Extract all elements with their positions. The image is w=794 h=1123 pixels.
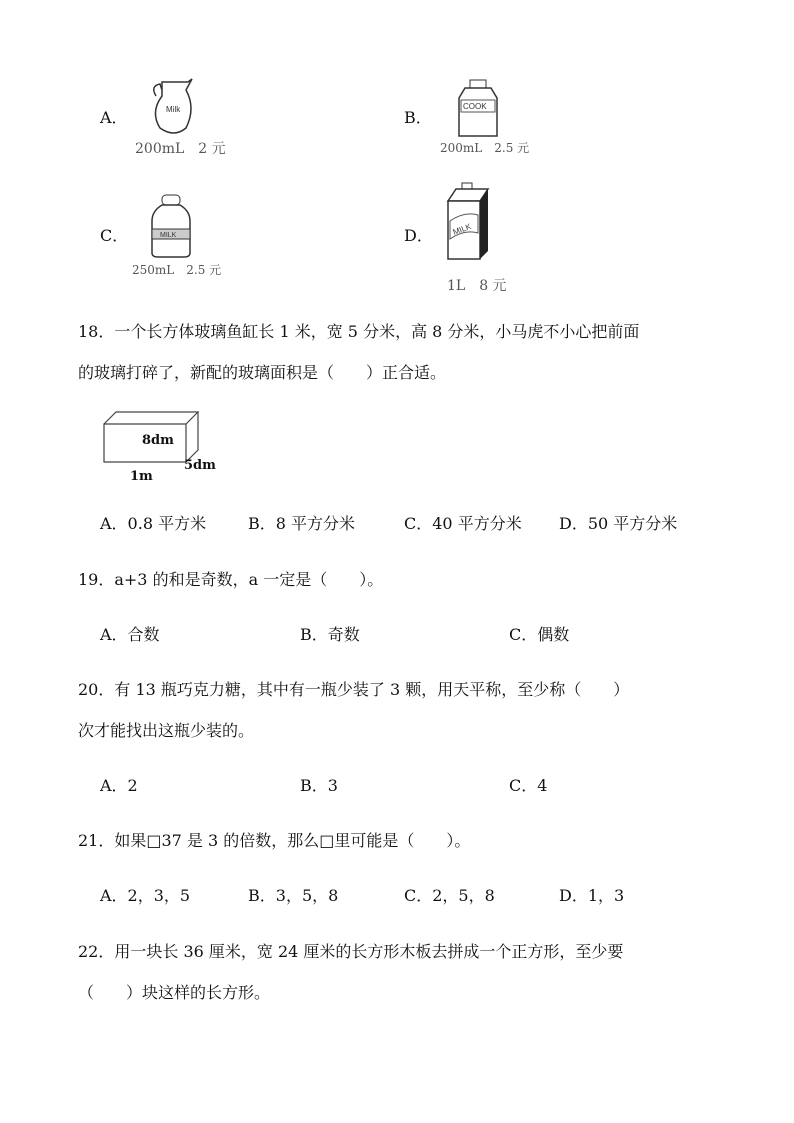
option-b-caption: 200mL 2.5 元: [440, 141, 530, 155]
q19-option-c[interactable]: C．偶数: [509, 625, 570, 644]
q19-option-a[interactable]: A．合数: [100, 625, 160, 644]
cuboid-figure: [100, 408, 220, 484]
q20-option-c[interactable]: C．4: [509, 776, 548, 795]
option-d-label: D．: [404, 226, 433, 245]
q21-option-c[interactable]: C．2，5，8: [404, 886, 495, 905]
svg-text:1m: 1m: [130, 469, 153, 484]
q18-text-line1: 18．一个长方体玻璃鱼缸长 1 米，宽 5 分米，高 8 分米，小马虎不小心把前面: [78, 322, 640, 341]
bottle-image: [455, 78, 501, 140]
milk-carton-image: [444, 181, 492, 263]
option-d-caption: 1L 8 元: [447, 278, 507, 294]
svg-text:MILK: MILK: [451, 221, 473, 237]
q22-text-line2: （ ）块这样的长方形。: [78, 983, 271, 1002]
q19-text: 19．a+3 的和是奇数，a 一定是（ ）。: [78, 570, 384, 589]
q22-text-line1: 22．用一块长 36 厘米，宽 24 厘米的长方形木板去拼成一个正方形，至少要: [78, 942, 624, 961]
q18-text-line2: 的玻璃打碎了，新配的玻璃面积是（ ）正合适。: [78, 363, 447, 382]
q20-text-line1: 20．有 13 瓶巧克力糖，其中有一瓶少装了 3 颗，用天平称，至少称（ ）: [78, 680, 630, 699]
svg-text:8dm: 8dm: [142, 433, 174, 448]
q21-option-b[interactable]: B．3，5，8: [248, 886, 339, 905]
svg-text:5dm: 5dm: [184, 458, 216, 473]
q20-option-b[interactable]: B．3: [300, 776, 338, 795]
svg-text:MILK: MILK: [160, 232, 177, 239]
q18-option-b[interactable]: B．8 平方分米: [248, 514, 356, 533]
option-a-caption: 200mL 2 元: [135, 141, 226, 157]
q18-option-a[interactable]: A．0.8 平方米: [100, 514, 207, 533]
milk-bottle-image: [150, 193, 192, 261]
q20-option-a[interactable]: A．2: [100, 776, 138, 795]
q18-option-c[interactable]: C．40 平方分米: [404, 514, 522, 533]
milk-jug-image: [148, 76, 198, 140]
option-a-label: A．: [100, 108, 128, 127]
svg-text:Milk: Milk: [166, 105, 181, 114]
option-c-label: C．: [100, 226, 129, 245]
q20-text-line2: 次才能找出这瓶少装的。: [78, 721, 255, 740]
svg-text:COOK: COOK: [463, 102, 487, 111]
q18-option-d[interactable]: D．50 平方分米: [559, 514, 678, 533]
q19-option-b[interactable]: B．奇数: [300, 625, 360, 644]
q21-text: 21．如果□37 是 3 的倍数，那么□里可能是（ ）。: [78, 831, 471, 850]
q21-option-d[interactable]: D．1，3: [559, 886, 625, 905]
q21-option-a[interactable]: A．2，3，5: [100, 886, 191, 905]
option-b-label: B．: [404, 108, 432, 127]
option-c-caption: 250mL 2.5 元: [132, 263, 222, 277]
